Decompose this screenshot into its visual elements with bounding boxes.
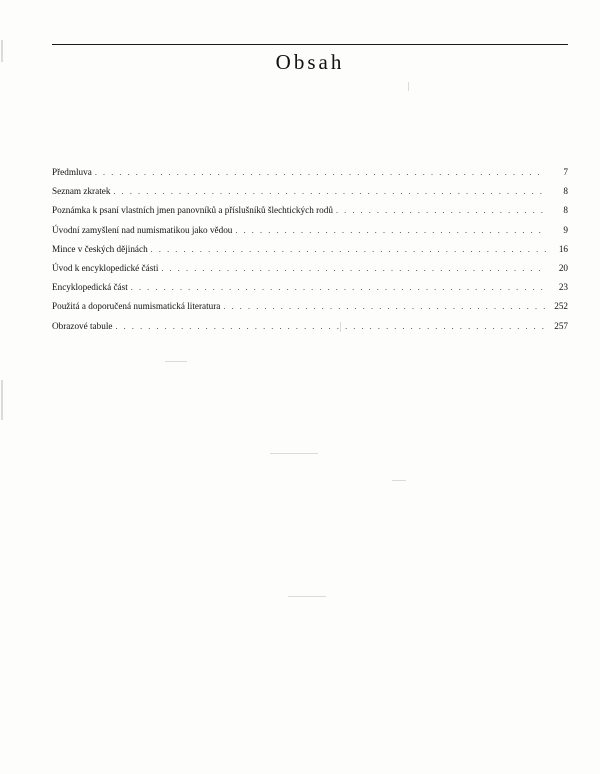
toc-entry-label: Mince v českých dějinách (52, 243, 148, 254)
toc-leader-dots (336, 201, 546, 220)
toc-entry-page: 9 (563, 224, 568, 235)
toc-entry-label: Úvodní zamyšlení nad numismatikou jako vědou (52, 224, 233, 235)
table-of-contents (52, 163, 568, 336)
toc-entry-page: 7 (563, 167, 568, 177)
scan-speck (392, 480, 406, 481)
toc-leader-dots (95, 163, 546, 182)
toc-leader-dots (113, 182, 546, 201)
toc-entry-label: Poznámka k psaní vlastních jmen panovníků a příslušníků šlechtických rodů (52, 205, 333, 216)
toc-entry[interactable] (52, 163, 568, 182)
toc-entry[interactable] (52, 221, 568, 240)
toc-entry-page: 23 (558, 282, 568, 293)
toc-entry[interactable] (52, 259, 568, 278)
toc-leader-dots (131, 278, 546, 297)
scan-speck (408, 82, 409, 91)
toc-entry-page: 8 (563, 186, 568, 197)
toc-entry[interactable] (52, 297, 568, 316)
toc-entry-label: Úvod k encyklopedické části (52, 262, 159, 273)
toc-entry-page: 8 (563, 205, 568, 216)
toc-leader-dots (161, 259, 546, 278)
scan-speck (1, 40, 3, 62)
toc-entry[interactable] (52, 278, 568, 297)
toc-entry-label: Obrazové tabule (52, 320, 113, 331)
toc-entry-label: Použitá a doporučená numismatická literatura (52, 301, 221, 312)
scan-speck (288, 596, 326, 597)
page-title: Obsah (275, 50, 345, 74)
scan-speck (165, 361, 187, 362)
toc-leader-dots (223, 297, 546, 316)
toc-leader-dots (151, 240, 546, 259)
toc-entry-label: Předmluva (52, 167, 92, 177)
toc-entry[interactable] (52, 201, 568, 220)
toc-entry-label: Seznam zkratek (52, 186, 111, 197)
toc-entry-page: 16 (558, 243, 568, 254)
toc-entry[interactable] (52, 317, 568, 336)
scan-speck (340, 322, 341, 332)
toc-entry[interactable] (52, 240, 568, 259)
toc-entry-page: 20 (558, 262, 568, 273)
toc-leader-dots (235, 221, 546, 240)
toc-entry[interactable] (52, 182, 568, 201)
toc-leader-dots (115, 317, 546, 336)
toc-entry-label: Encyklopedická část (52, 282, 128, 293)
toc-entry-page: 252 (554, 301, 568, 312)
header-rule (52, 44, 568, 45)
toc-entry-page: 257 (554, 320, 568, 331)
scan-speck (1, 380, 3, 420)
scan-speck (270, 453, 318, 454)
